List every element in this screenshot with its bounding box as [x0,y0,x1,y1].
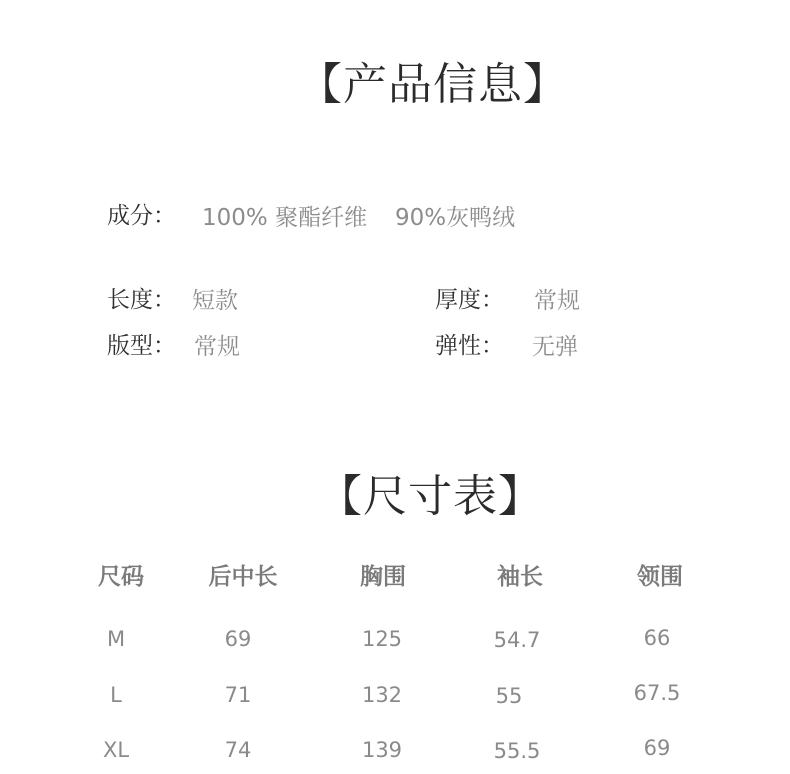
size-chart-header-chest: 胸围 [360,564,406,590]
fit-label: 版型： [107,333,176,359]
size-chart-cell: XL [102,738,130,762]
size-chart-cell: 69 [224,627,252,651]
size-chart-cell: 74 [224,738,252,762]
size-chart-cell: 54.7 [493,628,541,652]
size-chart-cell: 67.5 [633,681,681,705]
elasticity-label: 弹性： [435,333,504,359]
length-value: 短款 [192,288,238,314]
fit-value: 常规 [194,334,240,360]
size-chart-cell: 55.5 [493,739,541,763]
thickness-label: 厚度： [435,287,504,313]
product-info-title: 【产品信息】 [298,59,568,110]
size-chart-cell: L [110,683,122,707]
size-chart-cell: 66 [643,626,671,650]
size-chart-cell: 55 [495,684,523,708]
size-chart-header-collar: 领围 [637,564,683,590]
size-chart-header-back-length: 后中长 [208,564,278,590]
size-chart-cell: 139 [361,738,403,762]
composition-label: 成分： [107,203,176,229]
composition-value-primary: 100% 聚酯纤维 [202,205,368,231]
composition-value-secondary: 90%灰鸭绒 [395,205,516,231]
size-chart-cell: M [106,627,126,651]
size-chart-cell: 125 [361,627,403,651]
size-chart-header-sleeve: 袖长 [497,564,543,590]
size-chart-cell: 69 [643,736,671,760]
elasticity-value: 无弹 [532,334,578,360]
size-chart-header-size: 尺码 [98,564,144,590]
size-chart-title: 【尺寸表】 [318,471,543,522]
length-label: 长度： [107,287,176,313]
size-chart-cell: 132 [361,683,403,707]
size-chart-cell: 71 [224,683,252,707]
thickness-value: 常规 [534,288,580,314]
